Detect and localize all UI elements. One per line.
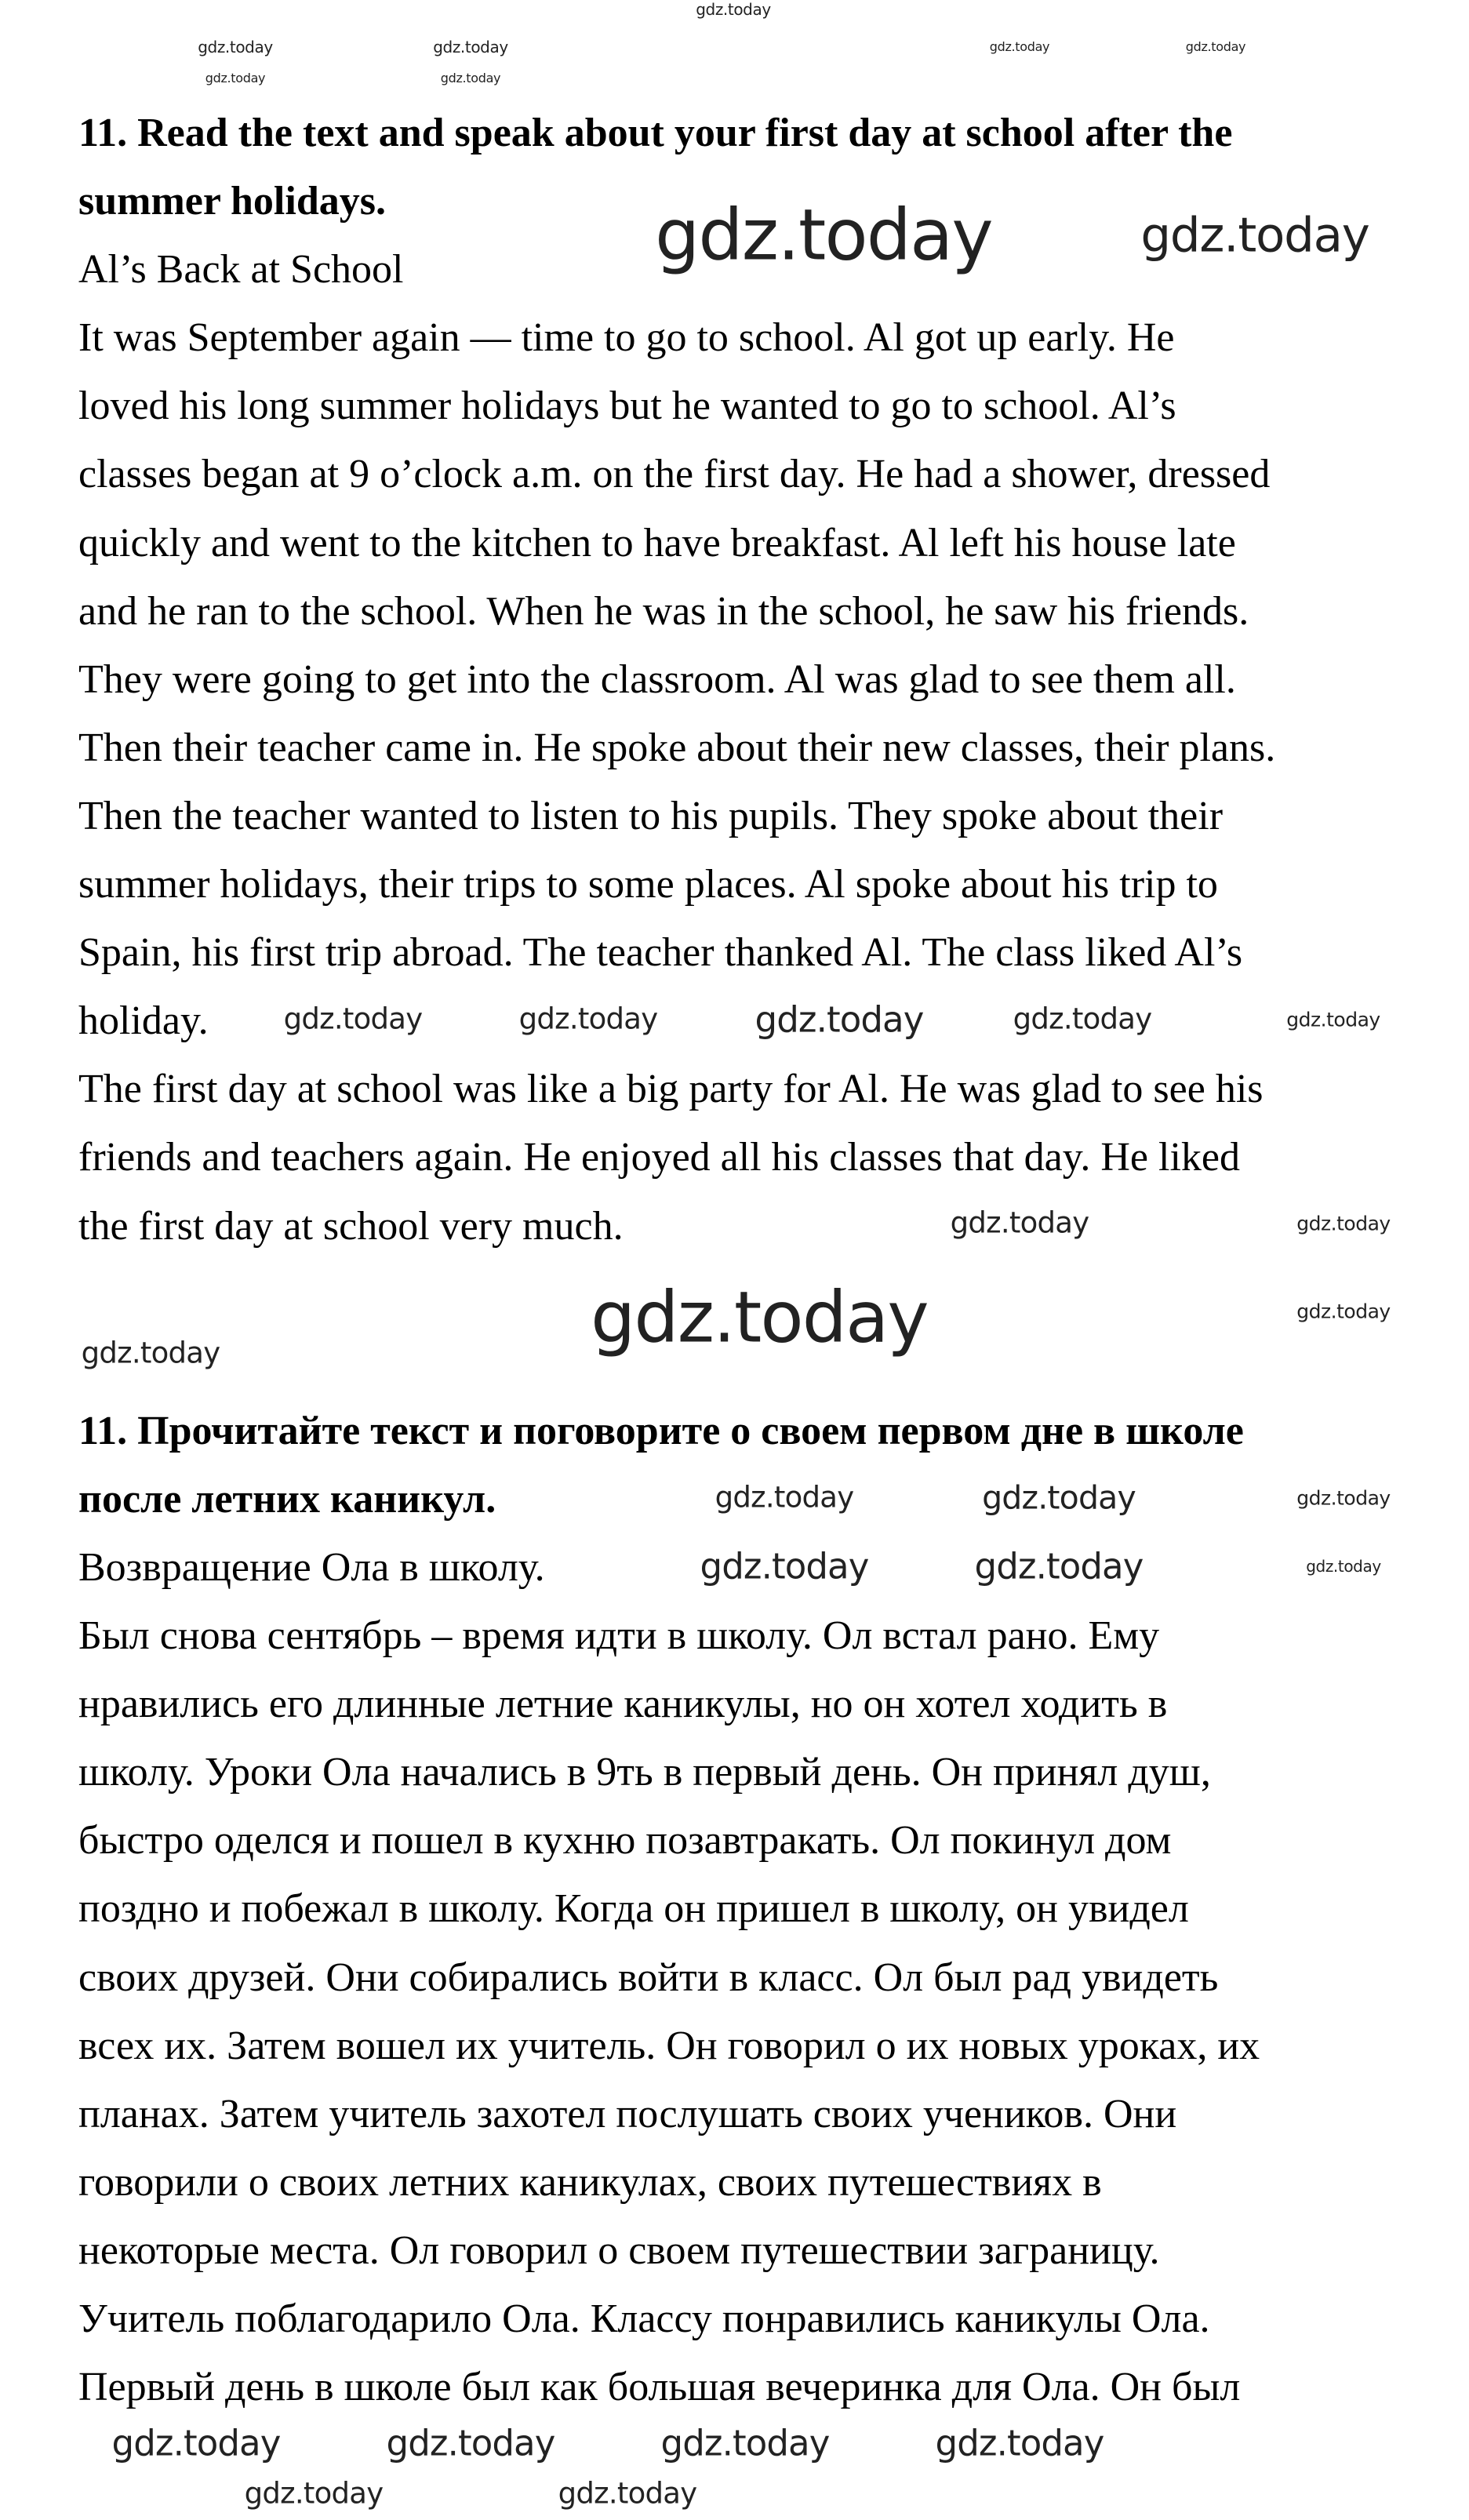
english-heading-line: summer holidays. [78,179,386,224]
watermark: gdz.today [244,2476,384,2511]
watermark: gdz.today [950,1205,1089,1240]
text-line: некоторые места. Ол говорил о своем путешествии заграницу. [78,2227,1160,2273]
text-line: говорили о своих летних каникулах, своих путешествиях в [78,2159,1102,2205]
text-line: Then their teacher came in. He spoke about their new classes, their plans. [78,725,1276,770]
watermark: gdz.today [974,1545,1144,1587]
text-line: the first day at school very much. [78,1203,624,1249]
text-line: поздно и побежал в школу. Когда он пришел в школу, он увидел [78,1886,1189,1932]
watermark: gdz.today [696,0,771,19]
watermark: gdz.today [386,2422,555,2464]
watermark: gdz.today [1286,1008,1380,1031]
english-title: Al’s Back at School [78,247,404,293]
text-line: It was September again — time to go to school. Al got up early. He [78,315,1175,361]
text-line: нравились его длинные летние каникулы, но он хотел ходить в [78,1682,1168,1727]
text-line: планах. Затем учитель захотел послушать своих учеников. Они [78,2091,1177,2136]
text-line: Был снова сентябрь – время идти в школу. Ол встал рано. Ему [78,1613,1160,1659]
watermark: gdz.today [1140,207,1369,264]
watermark: gdz.today [1296,1212,1391,1235]
watermark: gdz.today [440,71,501,86]
watermark: gdz.today [935,2422,1104,2464]
text-line: быстро оделся и пошел в кухню позавтракать. Ол покинул дом [78,1818,1172,1864]
text-line: школу. Уроки Ола начались в 9ть в первый день. Он принял душ, [78,1750,1211,1795]
text-line: friends and teachers again. He enjoyed all his classes that day. He liked [78,1135,1240,1180]
text-line: Первый день в школе был как большая вечеринка для Ола. Он был [78,2365,1241,2410]
document [78,99,1443,2421]
text-line: Учитель поблагодарило Ола. Классу понравились каникулы Ола. [78,2296,1210,2341]
watermark: gdz.today [283,1002,423,1036]
russian-heading-line: после летних каникул. [78,1476,496,1522]
text-line: своих друзей. Они собирались войти в класс. Ол был рад увидеть [78,1955,1219,2000]
watermark: gdz.today [1296,1300,1391,1323]
russian-heading-line: 11. Прочитайте текст и поговорите о своем первом дне в школе [78,1408,1244,1453]
text-line: holiday. [78,998,209,1044]
text-line: Then the teacher wanted to listen to his pupils. They spoke about their [78,793,1224,838]
watermark: gdz.today [1185,39,1246,55]
english-heading-line: 11. Read the text and speak about your first day at school after the [78,111,1233,155]
watermark: gdz.today [655,194,992,277]
blank-line [78,1329,79,1397]
watermark: gdz.today [660,2422,830,2464]
text-line: loved his long summer holidays but he wanted to go to school. Al’s [78,384,1176,429]
watermark: gdz.today [81,1336,220,1370]
text-line: summer holidays, their trips to some places. Al spoke about his trip to [78,862,1218,907]
text-line: The first day at school was like a big party for Al. He was glad to see his [78,1067,1264,1112]
watermark: gdz.today [700,1545,869,1587]
text-line: classes began at 9 o’clock a.m. on the first day. He had a shower, dressed [78,452,1271,497]
text-line: They were going to get into the classroom. Al was glad to see them all. [78,656,1236,702]
watermark: gdz.today [1296,1486,1391,1510]
blank-line [78,1260,79,1329]
watermark: gdz.today [715,1480,854,1515]
watermark: gdz.today [111,2422,281,2464]
watermark: gdz.today [1306,1557,1381,1576]
watermark: gdz.today [982,1478,1136,1517]
text-line: всех их. Затем вошел их учитель. Он говорил о их новых уроках, их [78,2023,1260,2068]
watermark: gdz.today [591,1276,928,1359]
watermark: gdz.today [205,71,266,86]
watermark: gdz.today [989,39,1050,55]
watermark: gdz.today [754,998,924,1041]
text-line: Spain, his first trip abroad. The teacher thanked Al. The class liked Al’s [78,930,1243,976]
watermark: gdz.today [433,38,508,56]
watermark: gdz.today [518,1002,658,1036]
text-line: quickly and went to the kitchen to have breakfast. Al left his house late [78,520,1236,565]
watermark: gdz.today [198,38,273,56]
watermark: gdz.today [558,2476,697,2511]
watermark: gdz.today [1013,1002,1152,1036]
russian-title: Возвращение Ола в школу. [78,1544,545,1590]
text-line: and he ran to the school. When he was in the school, he saw his friends. [78,588,1249,634]
